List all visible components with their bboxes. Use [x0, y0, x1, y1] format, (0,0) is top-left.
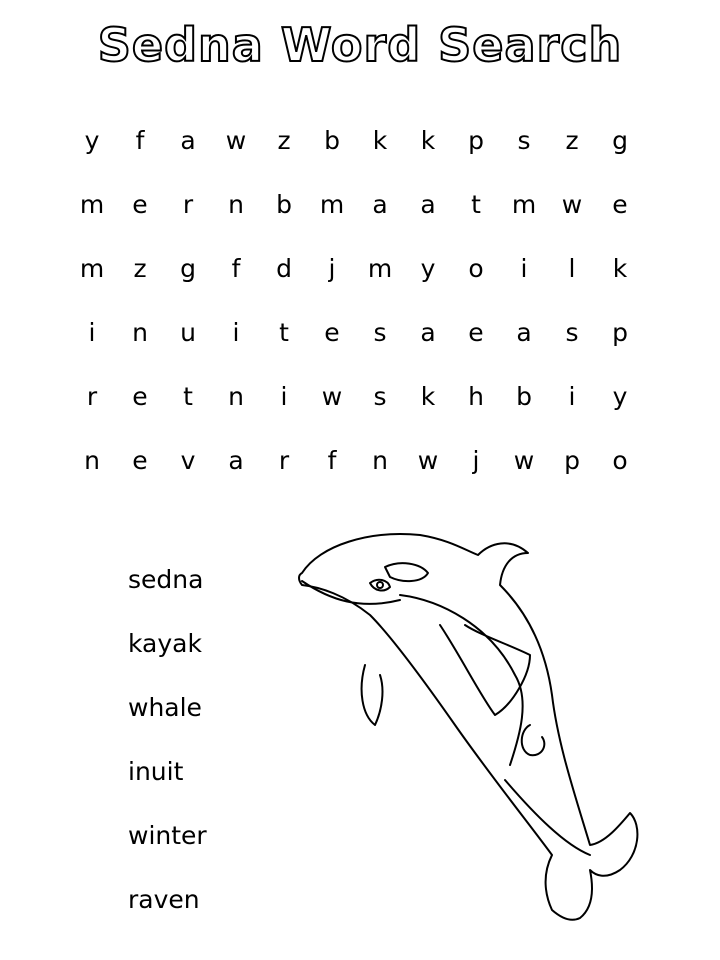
grid-letter: b	[516, 381, 532, 411]
grid-row	[68, 300, 644, 364]
grid-letter: n	[372, 445, 388, 475]
grid-letter: f	[327, 445, 337, 475]
grid-letter: s	[373, 381, 387, 411]
grid-letter: w	[417, 445, 439, 475]
grid-row	[68, 236, 644, 300]
grid-letter: z	[133, 253, 147, 283]
grid-letter: u	[180, 317, 196, 347]
grid-letter: r	[278, 445, 290, 475]
grid-letter: m	[79, 253, 105, 283]
grid-letter: n	[84, 445, 100, 475]
word-list	[128, 548, 207, 932]
grid-letter: k	[420, 125, 436, 155]
grid-row	[68, 428, 644, 492]
grid-letter: z	[277, 125, 291, 155]
grid-letter: e	[612, 189, 628, 219]
grid-letter: k	[372, 125, 388, 155]
grid-letter: k	[612, 253, 628, 283]
grid-letter: y	[84, 125, 100, 155]
grid-letter: w	[513, 445, 535, 475]
grid-letter: y	[612, 381, 628, 411]
grid-letter: i	[568, 381, 576, 411]
grid-letter: e	[132, 381, 148, 411]
grid-letter: b	[324, 125, 340, 155]
grid-letter: o	[468, 253, 484, 283]
grid-letter: s	[517, 125, 531, 155]
grid-letter: n	[228, 189, 244, 219]
grid-letter: f	[135, 125, 145, 155]
grid-letter: y	[420, 253, 436, 283]
grid-letter: m	[367, 253, 393, 283]
word-list-item: inuit	[128, 757, 184, 786]
grid-letter: l	[568, 253, 576, 283]
grid-letter: v	[180, 445, 196, 475]
word-list-item: sedna	[128, 565, 204, 594]
grid-letter: w	[225, 125, 247, 155]
word-list-item: winter	[128, 821, 207, 850]
grid-letter: d	[276, 253, 292, 283]
grid-letter: e	[132, 445, 148, 475]
grid-letter: g	[180, 253, 196, 283]
grid-letter: m	[511, 189, 537, 219]
grid-letter: i	[88, 317, 96, 347]
grid-letter: j	[472, 445, 480, 475]
grid-letter: n	[132, 317, 148, 347]
word-list-item: raven	[128, 885, 200, 914]
grid-letter: t	[183, 381, 193, 411]
grid-letter: r	[182, 189, 194, 219]
grid-row	[68, 108, 644, 172]
grid-letter: o	[612, 445, 628, 475]
grid-letter: f	[231, 253, 241, 283]
orca-whale-icon	[290, 525, 670, 925]
grid-row	[68, 364, 644, 428]
grid-letter: j	[328, 253, 336, 283]
grid-letter: t	[471, 189, 481, 219]
grid-row	[68, 172, 644, 236]
grid-letter: p	[468, 125, 484, 155]
grid-letter: s	[373, 317, 387, 347]
grid-letter: k	[420, 381, 436, 411]
grid-letter: i	[280, 381, 288, 411]
grid-letter: p	[612, 317, 628, 347]
grid-letter: g	[612, 125, 628, 155]
grid-letter: n	[228, 381, 244, 411]
grid-letter: z	[565, 125, 579, 155]
grid-letter: a	[372, 189, 388, 219]
letter-grid	[68, 108, 644, 492]
grid-letter: r	[86, 381, 98, 411]
grid-letter: m	[79, 189, 105, 219]
word-list-item: kayak	[128, 629, 202, 658]
grid-letter: i	[232, 317, 240, 347]
grid-letter: t	[279, 317, 289, 347]
grid-letter: a	[420, 189, 436, 219]
grid-letter: a	[228, 445, 244, 475]
grid-letter: e	[132, 189, 148, 219]
grid-letter: h	[468, 381, 484, 411]
grid-letter: e	[324, 317, 340, 347]
grid-letter: b	[276, 189, 292, 219]
word-list-item: whale	[128, 693, 202, 722]
grid-letter: s	[565, 317, 579, 347]
page-title: Sedna Word Search	[97, 18, 623, 72]
grid-letter: m	[319, 189, 345, 219]
grid-letter: p	[564, 445, 580, 475]
grid-letter: a	[180, 125, 196, 155]
grid-letter: a	[516, 317, 532, 347]
grid-letter: w	[561, 189, 583, 219]
grid-letter: e	[468, 317, 484, 347]
grid-letter: w	[321, 381, 343, 411]
grid-letter: a	[420, 317, 436, 347]
grid-letter: i	[520, 253, 528, 283]
